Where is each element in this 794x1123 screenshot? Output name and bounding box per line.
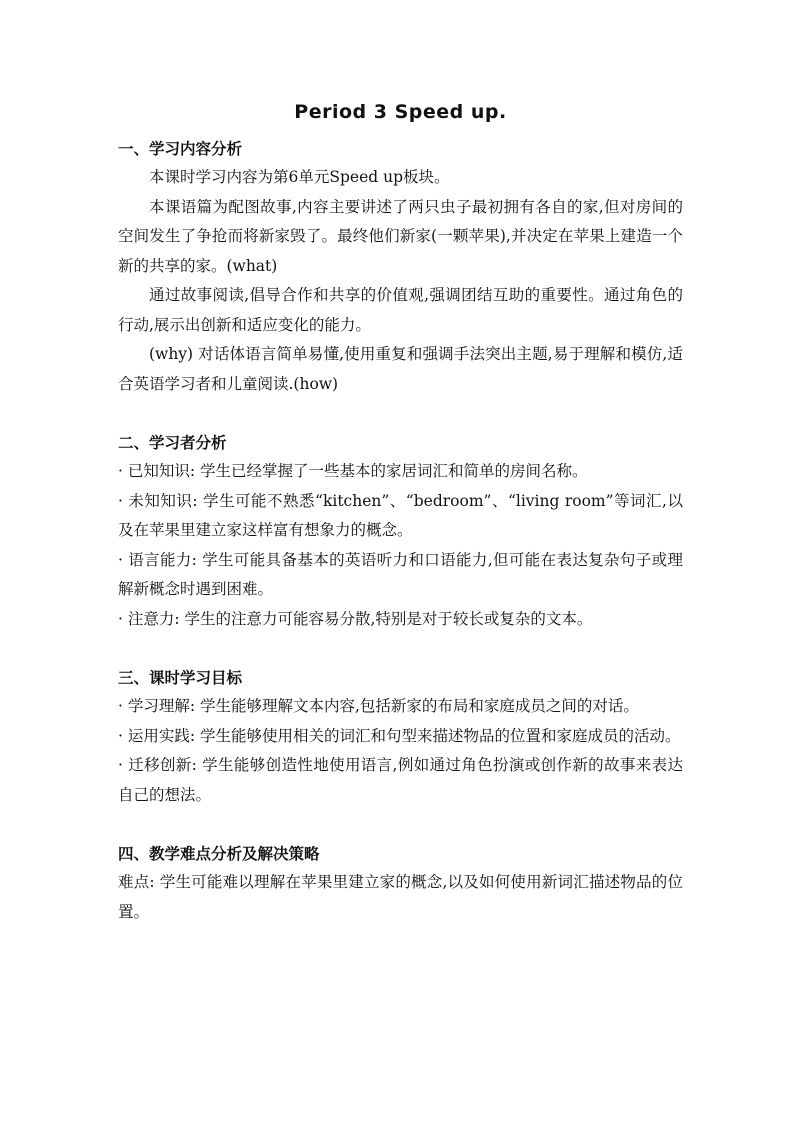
bullet-attention: · 注意力: 学生的注意力可能容易分散,特别是对于较长或复杂的文本。 [118, 609, 593, 628]
bullet-language-ability: · 语言能力: 学生可能具备基本的英语听力和口语能力,但可能在表达复杂句子或理解新概念时遇到困难。 [118, 550, 683, 598]
document-page [118, 96, 683, 927]
bullet-known-knowledge: · 已知知识: 学生已经掌握了一些基本的家居词汇和简单的房间名称。 [118, 462, 588, 480]
paragraph-difficulty: 难点: 学生可能难以理解在苹果里建立家的概念,以及如何使用新词汇描述物品的位置。 [118, 873, 683, 921]
section-heading-learning-goals: 三、课时学习目标 [118, 668, 243, 687]
bullet-understanding: · 学习理解: 学生能够理解文本内容,包括新家的布局和家庭成员之间的对话。 [118, 697, 639, 715]
paragraph-lesson-content: 本课时学习内容为第6单元Speed up板块。 [149, 168, 450, 186]
section-heading-content-analysis: 一、学习内容分析 [118, 139, 243, 158]
bullet-innovation: · 迁移创新: 学生能够创造性地使用语言,例如通过角色扮演或创作新的故事来表达自己的想法。 [118, 756, 683, 804]
paragraph-values: 通过故事阅读,倡导合作和共享的价值观,强调团结互助的重要性。通过角色的行动,展示出创新和适应变化的能力。 [118, 286, 683, 334]
section-heading-difficulties: 四、教学难点分析及解决策略 [118, 844, 320, 863]
section-spacer [118, 634, 683, 663]
section-heading-learner-analysis: 二、学习者分析 [118, 433, 227, 452]
bullet-unknown-knowledge: · 未知知识: 学生可能不熟悉“kitchen”、“bedroom”、“living room”等词汇,以及在苹果里建立家这样富有想象力的概念。 [118, 491, 683, 539]
paragraph-language-style: (why) 对话体语言简单易懂,使用重复和强调手法突出主题,易于理解和模仿,适合英语学习者和儿童阅读.(how) [118, 345, 683, 393]
section-spacer [118, 399, 683, 428]
bullet-practice: · 运用实践: 学生能够使用相关的词汇和句型来描述物品的位置和家庭成员的活动。 [118, 726, 681, 745]
paragraph-story-summary: 本课语篇为配图故事,内容主要讲述了两只虫子最初拥有各自的家,但对房间的空间发生了争抢而将新家毁了。最终他们新家(一颗苹果),并决定在苹果上建造一个新的共享的家。(what) [118, 197, 683, 275]
section-spacer [118, 810, 683, 839]
document-title: Period 3 Speed up. [294, 101, 507, 123]
